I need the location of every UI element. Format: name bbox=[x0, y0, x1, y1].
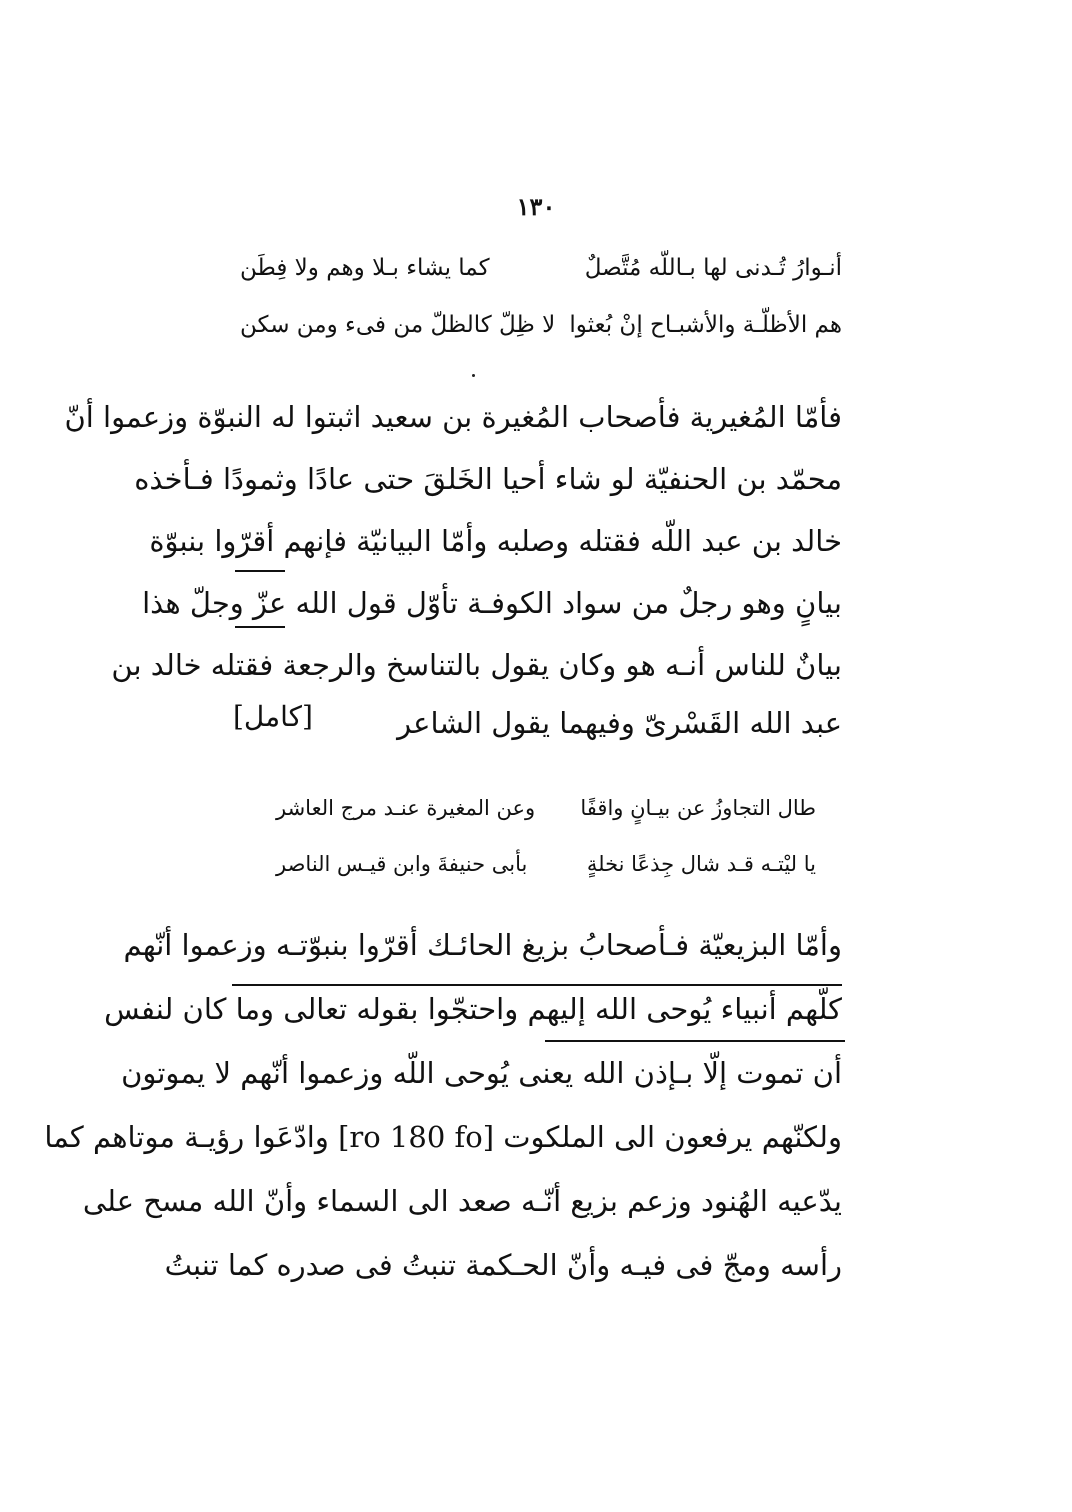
verse-hemistich-first: أنـوارُ تُـدنى لها بـاللّه مُتَّصلٌ bbox=[584, 255, 842, 281]
paragraph-line: كلّهم أنبياء يُوحى الله إليهم واحتجّوا بقوله تعالى وما كان لنفس bbox=[104, 992, 842, 1026]
paragraph-line: رأسه ومجّ فى فيـه وأنّ الحـكمة تنبتُ فى صدره كما تنبتُ bbox=[164, 1248, 842, 1282]
verse-line bbox=[276, 796, 816, 820]
verse-hemistich-first: طال التجاوزُ عن بيـانٍ واقفًا bbox=[580, 796, 816, 820]
paragraph-line: فأمّا المُغيرية فأصحاب المُغيرة بن سعيد اثبتوا له النبوّة وزعموا أنّ bbox=[64, 400, 842, 434]
verse-hemistich-first: يا ليْتـه قـد شال جِذعًا نخلةٍ bbox=[586, 852, 816, 876]
verse-hemistich-second: بأبى حنيفةَ وابن قيـس الناصر bbox=[276, 852, 528, 876]
meter-label: [كامل] bbox=[233, 700, 313, 733]
paragraph-line: ولكنّهم يرفعون الى الملكوت [ro 180 fo] وادّعَوا رؤيـة موتاهم كما bbox=[44, 1120, 842, 1154]
page-number: ١٣٠ bbox=[516, 192, 556, 221]
paragraph-line: أن تموت إلّا بـإذن الله يعنى يُوحى اللّه وزعموا أنّهم لا يموتون bbox=[121, 1056, 842, 1090]
paragraph-line: بيانٌ للناس أنـه هو وكان يقول بالتناسخ والرجعة فقتله خالد بن bbox=[111, 648, 842, 682]
verse-line bbox=[240, 312, 842, 338]
paragraph-line: محمّد بن الحنفيّة لو شاء أحيا الخَلقَ حتى عادًا وثمودًا فـأخذه bbox=[134, 462, 842, 496]
verse-hemistich-first: هم الأظلّـة والأشبـاح إنْ بُعثوا bbox=[569, 312, 842, 338]
verse-hemistich-second: وعن المغيرة عنـد مرج العاشر bbox=[276, 796, 536, 820]
paragraph-line: وأمّا البزيعيّة فـأصحابُ بزيغ الحائـك أقرّوا بنبوّتـه وزعموا أنّهم bbox=[123, 928, 842, 962]
paragraph-line: خالد بن عبد اللّه فقتله وصلبه وأمّا البيانيّة فإنهم أقرّوا بنبوّة bbox=[149, 524, 842, 558]
paragraph-line: يدّعيه الهُنود وزعم بزيع أنّـه صعد الى السماء وأنّ الله مسح على bbox=[82, 1184, 842, 1218]
verse-line bbox=[276, 852, 816, 876]
underline-mark bbox=[235, 626, 285, 628]
underline-mark bbox=[235, 570, 285, 572]
paragraph-line: عبد الله القَسْرىّ وفيهما يقول الشاعر bbox=[397, 706, 842, 740]
verse-line bbox=[240, 255, 842, 281]
verse-hemistich-second: لا ظِلّ كالظلّ من فىء ومن سكن bbox=[240, 312, 556, 338]
underline-mark bbox=[545, 1040, 845, 1042]
underline-mark bbox=[232, 984, 842, 986]
print-speck bbox=[472, 374, 475, 377]
paragraph-line: بيانٍ وهو رجلٌ من سواد الكوفـة تأوّل قول الله عزّ وجلّ هذا bbox=[142, 586, 842, 620]
verse-hemistich-second: كما يشاء بـلا وهم ولا فِطَن bbox=[240, 255, 490, 281]
